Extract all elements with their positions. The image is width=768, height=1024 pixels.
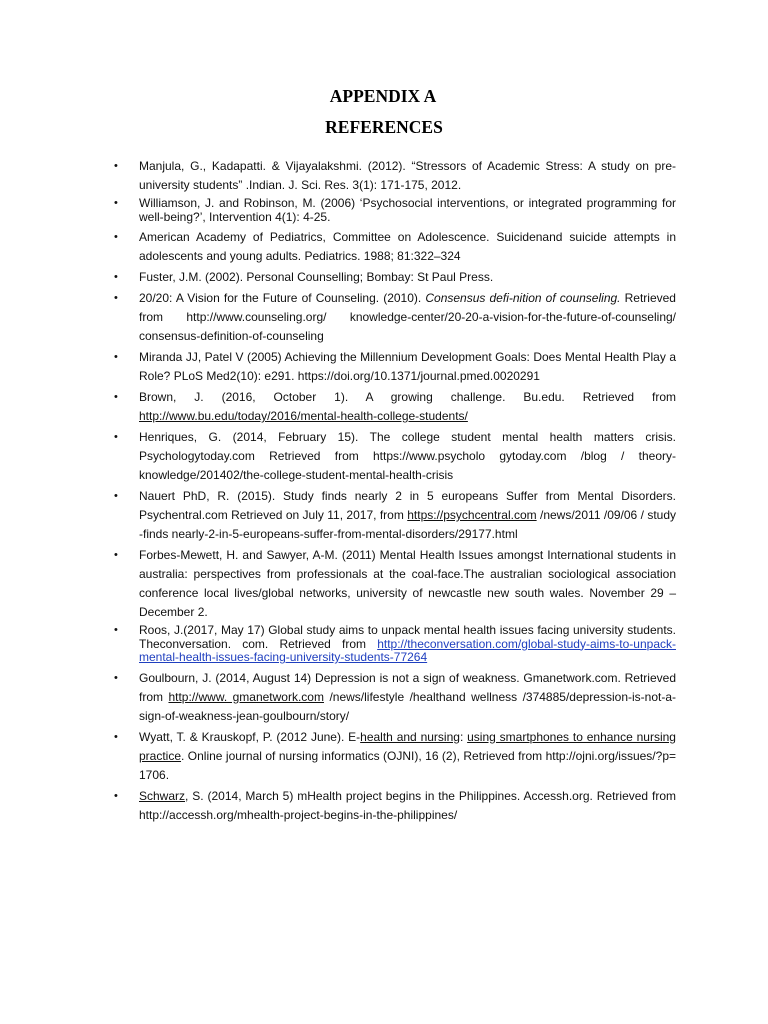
reference-item [114, 428, 676, 485]
reference-item [114, 268, 676, 287]
bullet-icon: • [114, 197, 118, 209]
appendix-title: APPENDIX A [329, 86, 437, 106]
bullet-icon: • [114, 490, 118, 502]
reference-item [114, 289, 676, 346]
bullet-icon: • [114, 271, 118, 283]
reference-item [114, 787, 676, 825]
reference-text: Consensus defi-nition of counseling. [425, 291, 621, 305]
reference-text: Manjula, G., Kadapatti. & Vijayalakshmi. (2012). “Stressors of Academic Stress: A study on pre-university students” .Indian. J. Sci. Res. 3(1): 171-175, 2012. [139, 159, 676, 192]
reference-text: . Online journal of nursing informatics (OJNI), 16 (2), Retrieved from http://ojni.org/issues/?p= 1706. [139, 748, 676, 782]
reference-text: American Academy of Pediatrics, Committee on Adolescence. Suicidenand suicide attempts in adolescents and young adults. Pediatrics. 1988; 81:322–324 [139, 230, 676, 263]
reference-text: /news/lifestyle /healthand wellness /374885/depression-is-not-a-sign-of-weakness-jean-goulbourn/story/ [139, 689, 676, 723]
reference-item [114, 669, 676, 726]
reference-text: 20/20: A Vision for the Future of Counseling. (2010). [139, 291, 426, 305]
bullet-icon: • [114, 391, 118, 403]
reference-link[interactable]: Schwarz [139, 788, 186, 803]
reference-link[interactable]: health and nursing [360, 729, 460, 744]
reference-item [114, 348, 676, 386]
reference-text: , S. (2014, March 5) mHealth project begins in the Philippines. Accessh.org. Retrieved from http://accessh.org/mhealth-project-begins-in-the-philippines/ [139, 788, 676, 822]
reference-text: Williamson, J. and Robinson, M. (2006) ‘Psychosocial interventions, or integrated programming for well-being?’, Intervention 4(1): 4-25. [139, 196, 676, 224]
reference-link[interactable]: http://www. gmanetwork.com [168, 689, 324, 704]
reference-item [114, 728, 676, 785]
reference-item [114, 487, 676, 544]
bullet-icon: • [114, 431, 118, 443]
reference-text: Miranda JJ, Patel V (2005) Achieving the Millennium Development Goals: Does Mental Health Play a Role? PLoS Med2(10): e291. https://doi.org/10.1371/journal.pmed.0020291 [139, 350, 676, 383]
reference-text: Retrieved from http://www.counseling.org/ knowledge-center/20-20-a-vision-for-the-future-of-counseling/ consensus-definition-of-counseling [139, 291, 676, 343]
bullet-icon: • [114, 671, 118, 684]
reference-text: Forbes-Mewett, H. and Sawyer, A-M. (2011) Mental Health Issues amongst International students in australia: perspectives from professionals at the coal-face.The australian sociological association conference local lives/global networks, university of newcastle new south wales. November 29 – December 2. [139, 548, 676, 619]
reference-text: Henriques, G. (2014, February 15). The college student mental health matters crisis. Psychologytoday.com Retrieved from https://www.psycholo gytoday.com /blog / theory-knowledge/201402/the-college-student-mental-health-crisis [139, 430, 676, 482]
reference-item [114, 546, 676, 622]
reference-item [114, 624, 676, 665]
references-heading: REFERENCES [325, 117, 443, 137]
reference-text: Brown, J. (2016, October 1). A growing challenge. Bu.edu. Retrieved from [139, 390, 676, 404]
reference-item [114, 197, 676, 224]
reference-link[interactable]: http://theconversation.com/global-study-aims-to-unpack-mental-health-issues-facing-university-students-77264 [139, 636, 676, 664]
reference-list [114, 157, 676, 827]
reference-link[interactable]: http://www.bu.edu/today/2016/mental-health-college-students/ [139, 409, 468, 423]
bullet-icon: • [114, 292, 118, 304]
reference-item [114, 228, 676, 266]
reference-link[interactable]: https://psychcentral.com [407, 508, 537, 522]
reference-text: : [459, 729, 468, 744]
reference-text: Nauert PhD, R. (2015). Study finds nearly 2 in 5 europeans Suffer from Mental Disorders. Psychentral.com Retrieved on July 11, 2017, from [139, 489, 676, 522]
reference-text: Fuster, J.M. (2002). Personal Counselling; Bombay: St Paul Press. [139, 270, 494, 284]
reference-text: Roos, J.(2017, May 17) Global study aims to unpack mental health issues facing university students. Theconversation. com. Retrieved from [139, 623, 676, 651]
reference-text: /news/2011 /09/06 / study -finds nearly-2-in-5-europeans-suffer-from-mental-disorders/29177.html [139, 508, 677, 541]
reference-item [114, 388, 676, 426]
bullet-icon: • [114, 160, 118, 172]
reference-link[interactable]: using smartphones to enhance nursing practice [139, 729, 676, 763]
bullet-icon: • [114, 549, 118, 561]
bullet-icon: • [114, 351, 118, 363]
reference-text: Goulbourn, J. (2014, August 14) Depression is not a sign of weakness. Gmanetwork.com. Retrieved from [139, 670, 676, 704]
reference-text: Wyatt, T. & Krauskopf, P. (2012 June). E- [139, 729, 361, 744]
bullet-icon: • [114, 730, 118, 743]
reference-item [114, 157, 676, 195]
bullet-icon: • [114, 789, 118, 802]
bullet-icon: • [114, 231, 118, 243]
bullet-icon: • [114, 624, 118, 636]
